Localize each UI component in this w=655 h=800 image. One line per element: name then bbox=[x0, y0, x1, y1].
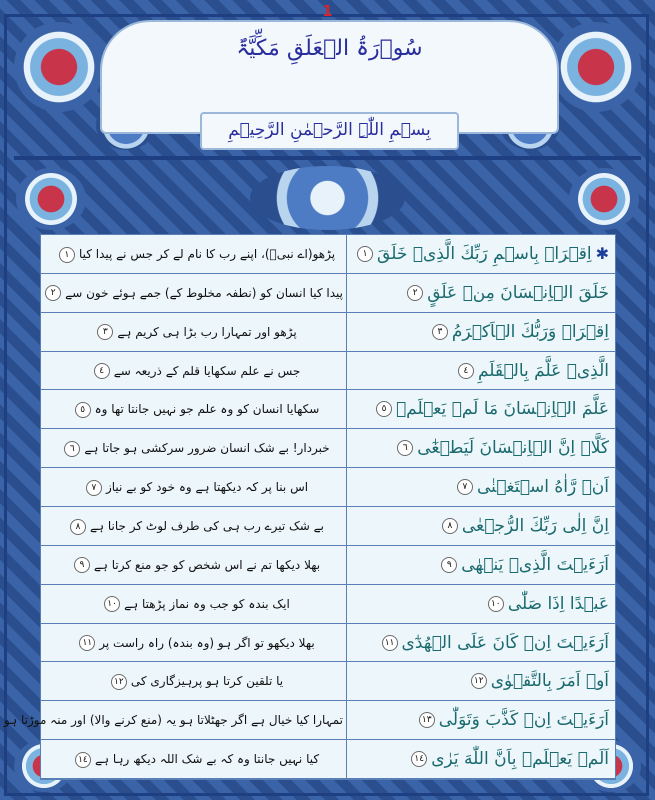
verse-arabic-text: اِقۡرَاۡ بِاسۡمِ رَبِّكَ الَّذِىۡ خَلَقَ bbox=[377, 244, 592, 264]
verse-urdu bbox=[3, 701, 343, 739]
verse-row bbox=[41, 740, 615, 779]
verse-number-arabic: ١٠ bbox=[488, 596, 504, 612]
verse-row bbox=[3, 701, 615, 740]
verse-number-urdu: ٧ bbox=[86, 480, 102, 496]
verse-row bbox=[41, 468, 615, 507]
verse-arabic-text: اَوۡ اَمَرَ بِالتَّقۡوٰى bbox=[490, 671, 609, 692]
verse-arabic-text: كَلَّاۤ اِنَّ الۡاِنۡسَانَ لَيَطۡغٰٓى bbox=[417, 438, 609, 459]
verse-number-urdu: ٦ bbox=[64, 441, 80, 457]
verse-number-arabic: ٦ bbox=[397, 440, 413, 456]
verse-urdu bbox=[47, 274, 343, 312]
verse-urdu-text: کیا نہیں جانتا وہ کہ بے شک اللہ دیکھ رہا ہے bbox=[94, 752, 320, 767]
verse-arabic bbox=[351, 662, 609, 700]
verse-number-arabic: ١٢ bbox=[471, 673, 487, 689]
verse-urdu bbox=[47, 468, 343, 506]
verse-arabic bbox=[351, 546, 609, 584]
verse-number-arabic: ١١ bbox=[382, 635, 398, 651]
verse-arabic-text: عَلَّمَ الۡاِنۡسَانَ مَا لَمۡ يَعۡلَمۡ bbox=[395, 399, 609, 420]
verse-number-urdu: ٨ bbox=[70, 519, 86, 535]
ornament-top-right-icon bbox=[551, 22, 641, 112]
verse-row bbox=[41, 546, 615, 585]
verse-number-arabic: ٨ bbox=[442, 518, 458, 534]
verse-number-urdu: ٢ bbox=[45, 285, 61, 301]
verse-number-arabic: ٥ bbox=[376, 401, 392, 417]
verse-urdu bbox=[47, 390, 343, 428]
verse-arabic-text: اَلَمۡ يَعۡلَمۡ بِاَنَّ اللّٰهَ يَرٰى bbox=[431, 749, 609, 770]
verse-arabic-text: اَنۡ رَّاٰهُ اسۡتَغۡنٰى bbox=[476, 477, 609, 498]
verse-urdu-text: پیدا کیا انسان کو (نطفہ مخلوط کے) جمے ہوئے خون سے bbox=[65, 285, 343, 300]
verse-urdu bbox=[47, 313, 343, 351]
verse-number-arabic: ٩ bbox=[441, 557, 457, 573]
ornament-top-left-icon bbox=[14, 22, 104, 112]
verse-urdu bbox=[47, 624, 343, 662]
verse-urdu-text: خبردار! بے شک انسان ضرور سرکشی ہو جاتا ہے bbox=[84, 441, 330, 456]
verse-number-urdu: ٣ bbox=[97, 324, 113, 340]
verse-row bbox=[41, 585, 615, 624]
verse-number-arabic: ٤ bbox=[458, 363, 474, 379]
verse-arabic-text: عَبۡدًا اِذَا صَلّٰى bbox=[507, 593, 609, 614]
verse-number-urdu: ١١ bbox=[79, 635, 95, 651]
verse-row bbox=[41, 390, 615, 429]
verse-number-urdu: ٥ bbox=[75, 402, 91, 418]
verse-number-arabic: ٧ bbox=[457, 479, 473, 495]
verse-arabic bbox=[351, 624, 609, 662]
verse-number-urdu: ١٤ bbox=[75, 752, 91, 768]
verse-urdu-text: سکھایا انسان کو وہ علم جو نہیں جانتا تھا وہ bbox=[94, 402, 320, 417]
verse-number-urdu: ٤ bbox=[94, 363, 110, 379]
verse-row bbox=[41, 624, 615, 663]
verse-row bbox=[41, 313, 615, 352]
verse-urdu bbox=[47, 740, 343, 778]
verse-arabic bbox=[351, 390, 609, 428]
verse-arabic bbox=[351, 740, 609, 778]
verse-urdu-text: پڑھو(اے نبیؐ)، اپنے رب کا نام لے کر جس نے پیدا کیا bbox=[78, 247, 336, 261]
verse-arabic-text: اَرَءَيۡتَ اِنۡ كَانَ عَلَى الۡهُدٰٓى bbox=[401, 632, 609, 653]
verse-urdu-text: تمہارا کیا خیال ہے اگر جھٹلاتا ہو یہ (منع کرنے والا) اور منہ موڑتا ہو bbox=[3, 713, 343, 728]
verse-arabic-text: اَرَءَيۡتَ الَّذِىۡ يَنۡهٰى bbox=[461, 554, 609, 575]
ornament-mid-center-icon bbox=[250, 166, 405, 230]
verse-number-arabic: ١٣ bbox=[419, 712, 435, 728]
verse-urdu-text: بے شک تیرے رب ہی کی طرف لوٹ کر جانا ہے bbox=[90, 519, 324, 533]
verse-arabic-text: خَلَقَ الۡاِنۡسَانَ مِنۡ عَلَقٍ bbox=[427, 282, 609, 303]
verse-urdu-text: پڑھو اور تمہارا رب بڑا ہی کریم ہے bbox=[117, 324, 297, 339]
verse-arabic-text: اِقۡرَاۡ وَرَبُّكَ الۡاَكۡرَمُ bbox=[451, 321, 609, 342]
verse-urdu bbox=[47, 507, 343, 545]
verse-number-arabic: ١ bbox=[357, 246, 373, 262]
bismillah-box bbox=[200, 112, 459, 150]
verse-number-urdu: ١٠ bbox=[104, 596, 120, 612]
verse-number-arabic: ٢ bbox=[407, 285, 423, 301]
verse-row bbox=[41, 507, 615, 546]
verse-urdu-text: یا تلقین کرتا ہو پرہیزگاری کی bbox=[130, 674, 284, 689]
verse-row bbox=[41, 352, 615, 391]
surah-title: سُوۡرَۃُ الۡعَلَقِ مَکِّیَّۃٌ bbox=[236, 36, 423, 61]
verse-arabic bbox=[351, 313, 609, 351]
verse-arabic bbox=[351, 235, 609, 273]
verse-arabic-text: الَّذِىۡ عَلَّمَ بِالۡقَلَمِ bbox=[477, 360, 609, 381]
verse-arabic bbox=[351, 585, 609, 623]
verse-arabic bbox=[351, 352, 609, 390]
verse-row bbox=[41, 662, 615, 701]
page-number: 1 bbox=[322, 2, 333, 20]
verse-urdu bbox=[47, 585, 343, 623]
verse-number-urdu: ٩ bbox=[74, 557, 90, 573]
verse-row bbox=[41, 274, 615, 313]
verse-number-urdu: ١ bbox=[59, 247, 75, 263]
verse-arabic bbox=[351, 468, 609, 506]
verse-row bbox=[41, 235, 615, 274]
ornament-mid-right-icon bbox=[569, 168, 639, 230]
verse-number-arabic: ٣ bbox=[432, 324, 448, 340]
verse-urdu-text: جس نے علم سکھایا قلم کے ذریعہ سے bbox=[113, 363, 301, 378]
verse-urdu-text: بھلا دیکھا تم نے اس شخص کو جو منع کرتا ہے bbox=[93, 557, 321, 572]
verse-urdu-text: اس بنا پر کہ دیکھتا ہے وہ خود کو بے نیاز bbox=[105, 480, 309, 495]
verse-arabic-text: اِنَّ اِلٰى رَبِّكَ الرُّجۡعٰى bbox=[461, 516, 609, 536]
bismillah: بِسۡمِ اللّٰہِ الرَّحۡمٰنِ الرَّحِیۡمِ bbox=[228, 120, 431, 140]
verse-number-arabic: ١٤ bbox=[411, 751, 427, 767]
verse-arabic bbox=[351, 429, 609, 467]
verse-urdu bbox=[47, 546, 343, 584]
verse-urdu bbox=[47, 662, 343, 700]
verse-arabic bbox=[351, 701, 609, 739]
verse-urdu bbox=[47, 429, 343, 467]
verse-arabic bbox=[351, 274, 609, 312]
section-divider bbox=[14, 156, 641, 160]
star-ornament-icon: ✱ bbox=[595, 244, 609, 263]
ornament-mid-left-icon bbox=[16, 168, 86, 230]
verse-table bbox=[3, 234, 616, 780]
verse-urdu bbox=[47, 352, 343, 390]
verse-urdu-text: بھلا دیکھو تو اگر ہو (وہ بندہ) راہ راست پر bbox=[99, 635, 315, 650]
verse-urdu-text: ایک بندہ کو جب وہ نماز پڑھتا ہے bbox=[124, 596, 290, 611]
verse-urdu bbox=[47, 235, 343, 273]
verse-row bbox=[41, 429, 615, 468]
verse-arabic-text: اَرَءَيۡتَ اِنۡ كَذَّبَ وَتَوَلّٰى bbox=[438, 710, 609, 731]
verse-number-urdu: ١٢ bbox=[111, 674, 127, 690]
verse-arabic bbox=[351, 507, 609, 545]
